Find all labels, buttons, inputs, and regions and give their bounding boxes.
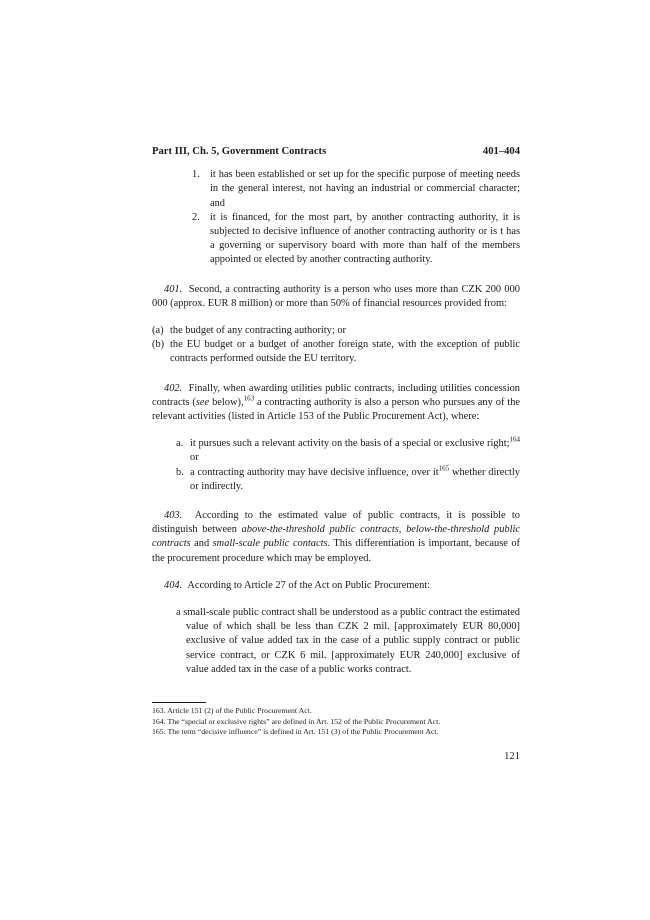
footnote-ref[interactable]: 164	[509, 435, 520, 444]
list-number: 2.	[192, 211, 200, 223]
paragraph-text: ,	[398, 524, 407, 536]
footnote-ref[interactable]: 165	[438, 464, 450, 473]
list-number: 1.	[192, 169, 200, 181]
footnote-ref[interactable]: 163	[243, 394, 255, 403]
list-label: b.	[176, 466, 184, 478]
paragraph-text: below),	[209, 396, 244, 408]
list-item-text: whether directly or indirectly.	[190, 466, 520, 492]
page-body	[152, 145, 520, 677]
paragraph-text: Second, a contracting authority is a person who uses more than CZK 200 000 000 (approx. EUR 8 million) or more than 50% of financial resources provided from:	[152, 283, 520, 309]
header-paragraph-range: 401–404	[482, 146, 520, 157]
numbered-list	[152, 168, 520, 267]
page-number: 121	[504, 751, 520, 762]
paragraph-text: According to Article 27 of the Act on Public Procurement:	[187, 579, 431, 591]
paragraph-text: . This differentiation is important, because of the procurement procedure which may be employed.	[152, 538, 520, 564]
block-quote	[152, 606, 520, 677]
footnote-165: 165. The term “decisive influence” is defined in Art. 151 (3) of the Public Procurement Act.	[152, 727, 439, 736]
list-item-text: the budget of any contracting authority; or	[170, 325, 347, 337]
italic-text: see	[195, 396, 210, 408]
list-label: (b)	[152, 339, 165, 351]
paragraph-401	[152, 283, 520, 311]
list-item-text: it pursues such a relevant activity on the basis of a special or exclusive right;	[190, 438, 510, 450]
list-item-text: the EU budget or a budget of another foreign state, with the exception of public contracts performed outside the EU territory.	[170, 339, 520, 365]
paragraph-text: Finally, when awarding utilities public contracts, including utilities concession contracts (	[152, 382, 520, 408]
quote-text: a small-scale public contract shall be understood as a public contract the estimated value of which shall be less than CZK 2 mil. [approximately EUR 80,000] exclusive of value added tax in the case of a public supply contract or public service contract, or CZK 6 mil. [approximately EUR 240,000] exclusive of value added tax in the case of a public works contract.	[176, 607, 520, 675]
paragraph-403	[152, 509, 520, 566]
footnote-rule	[152, 702, 206, 703]
footnote-164: 164. The “special or exclusive rights” are defined in Art. 152 of the Public Procurement Act.	[152, 716, 441, 726]
list-item	[152, 324, 520, 338]
paragraph-number: 403.	[164, 510, 183, 522]
list-label: a.	[176, 438, 184, 450]
italic-text: below-the-threshold public contracts	[152, 524, 520, 550]
paragraph-number: 402.	[164, 382, 183, 394]
list-item-text: or	[190, 452, 199, 464]
list-label: (a)	[152, 325, 164, 337]
header-chapter: Part III, Ch. 5, Government Contracts	[152, 146, 327, 157]
paragraph-number: 404.	[164, 579, 183, 591]
list-item-text: it is financed, for the most part, by another contracting authority, it is subjected to decisive influence of another contracting authority or is t has a governing or supervisory board with more than half of the members appointed or elected by another contracting authority.	[210, 211, 520, 266]
funding-source-list	[152, 324, 520, 367]
paragraph-text: a contracting authority is also a person who pursues any of the relevant activities (listed in Article 153 of the Public Procurement Act), where:	[152, 396, 520, 423]
paragraph-402	[152, 382, 520, 425]
list-item	[152, 338, 520, 366]
condition-list	[152, 437, 520, 494]
paragraph-number: 401.	[164, 283, 183, 295]
paragraph-text: and	[190, 538, 213, 550]
list-item	[152, 437, 520, 465]
list-item	[152, 466, 520, 494]
list-item	[152, 211, 520, 268]
footnotes	[152, 702, 520, 738]
italic-text: small-scale public contacts	[212, 538, 328, 550]
list-item-text: it has been established or set up for the specific purpose of meeting needs in the general interest, not having an industrial or commercial character; and	[210, 169, 520, 209]
running-header	[152, 145, 520, 159]
list-item-text: a contracting authority may have decisive influence, over it	[190, 466, 439, 478]
list-item	[152, 168, 520, 211]
paragraph-text: According to the estimated value of public contracts, it is possible to distinguish between	[152, 510, 520, 536]
footnote-163: 163. Article 151 (2) of the Public Procurement Act.	[152, 706, 312, 715]
italic-text: above-the-threshold public contracts	[241, 524, 399, 536]
paragraph-404	[152, 579, 520, 593]
